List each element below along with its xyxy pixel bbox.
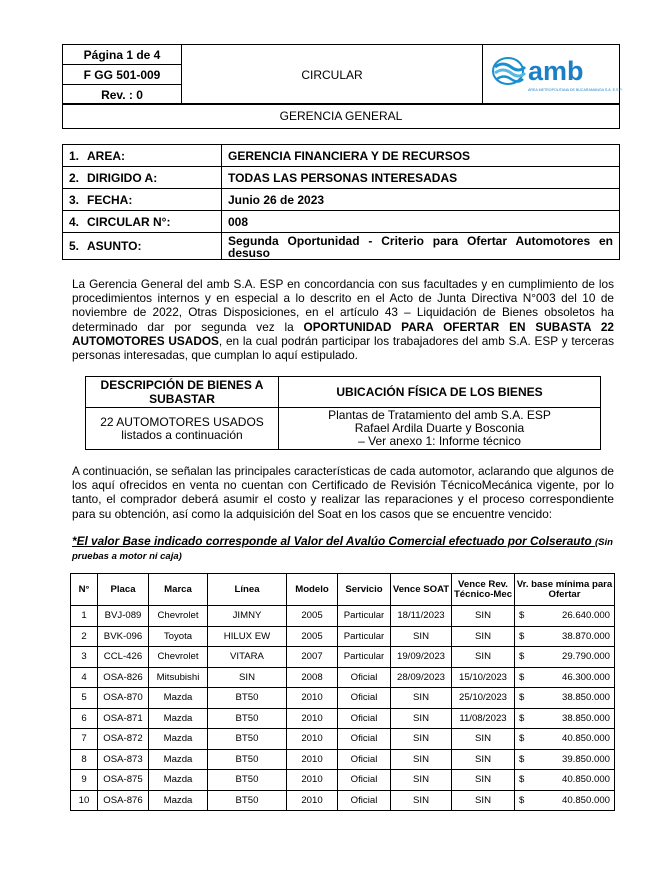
row-linea: BT50 [208,770,287,791]
row-revision: 25/10/2023 [452,688,515,709]
info-num: 5. [69,239,80,253]
row-soat: SIN [391,749,452,770]
amount: 38.870.000 [561,630,610,642]
currency-symbol: $ [519,733,525,745]
row-revision: SIN [452,606,515,627]
currency-symbol: $ [519,651,525,663]
page-number: Página 1 de 4 [63,45,182,65]
row-marca: Chevrolet [149,606,208,627]
table-row [71,647,615,668]
currency-symbol: $ [519,671,525,683]
table-row [71,729,615,750]
row-placa: CCL-426 [98,647,149,668]
row-revision: SIN [452,749,515,770]
info-num: 3. [69,192,80,207]
row-soat: SIN [391,688,452,709]
row-revision: SIN [452,647,515,668]
row-linea: BT50 [208,729,287,750]
document-revision: Rev. : 0 [63,85,182,105]
note-small: (Sin pruebas a motor ni caja) [72,537,613,562]
col-header: Servicio [338,574,391,606]
row-modelo: 2010 [287,770,338,791]
row-modelo: 2005 [287,626,338,647]
row-servicio: Particular [338,647,391,668]
row-placa: OSA-870 [98,688,149,709]
row-servicio: Oficial [338,708,391,729]
row-modelo: 2010 [287,729,338,750]
row-linea: SIN [208,667,287,688]
vehicles-table [70,573,615,811]
location-line: Plantas de Tratamiento del amb S.A. ESP [328,408,551,422]
amount: 40.850.000 [561,733,610,745]
table-row [71,688,615,709]
intro-text: La Gerencia General del amb S.A. ESP en concordancia con sus facultades y en cumplimiento de los procedimientos internos y en especial a lo descrito en el Acto de Junta Directiva N°003 del 10 de noviembre de 2022, Otras Disposiciones, en el artículo 43 – Liquidación de Bienes obsoletos ha determinado dar por segunda vez la [72,277,614,334]
row-number: 3 [71,647,98,668]
row-soat: SIN [391,729,452,750]
table-row [71,790,615,811]
row-marca: Mazda [149,729,208,750]
row-servicio: Oficial [338,749,391,770]
amount: 39.850.000 [561,753,610,765]
row-placa: OSA-875 [98,770,149,791]
row-placa: OSA-872 [98,729,149,750]
row-linea: JIMNY [208,606,287,627]
desc-header-1: DESCRIPCIÓN DE BIENES A SUBASTAR [86,377,279,408]
row-number: 8 [71,749,98,770]
row-modelo: 2008 [287,667,338,688]
row-number: 7 [71,729,98,750]
row-valor [515,647,615,668]
row-number: 6 [71,708,98,729]
row-modelo: 2010 [287,749,338,770]
row-soat: 28/09/2023 [391,667,452,688]
logo-subtext: ÁREA METROPOLITANA DE BUCARAMANGA S.A. E.S.P. [528,88,623,92]
row-valor [515,770,615,791]
row-revision: SIN [452,729,515,750]
row-soat: SIN [391,770,452,791]
row-revision: SIN [452,626,515,647]
table-row [71,749,615,770]
amb-logo [483,45,623,105]
row-placa: OSA-876 [98,790,149,811]
row-soat: 18/11/2023 [391,606,452,627]
row-modelo: 2010 [287,790,338,811]
table-row [71,667,615,688]
col-header: Vr. base mínima para Ofertar [515,574,615,606]
info-label: CIRCULAR N°: [87,214,171,229]
row-placa: OSA-826 [98,667,149,688]
row-servicio: Oficial [338,790,391,811]
amount: 38.850.000 [561,712,610,724]
note-main: *El valor Base indicado corresponde al Valor del Avalúo Comercial efectuado por Colserauto [72,534,595,548]
row-marca: Mazda [149,688,208,709]
info-row-fecha [63,189,620,211]
info-label: ASUNTO: [87,239,142,253]
amount: 38.850.000 [561,692,610,704]
amount: 29.790.000 [561,651,610,663]
row-valor [515,606,615,627]
document-type: CIRCULAR [182,45,483,105]
row-marca: Toyota [149,626,208,647]
info-table [62,144,620,260]
amount: 46.300.000 [561,671,610,683]
row-soat: SIN [391,790,452,811]
info-num: 2. [69,170,80,185]
currency-symbol: $ [519,630,525,642]
gerencia-banner: GERENCIA GENERAL [62,103,620,129]
currency-symbol: $ [519,794,525,806]
info-row-area [63,145,620,167]
row-placa: OSA-871 [98,708,149,729]
amount: 40.850.000 [561,794,610,806]
location-line: Rafael Ardila Duarte y Bosconia [354,421,525,435]
currency-symbol: $ [519,774,525,786]
row-marca: Mitsubishi [149,667,208,688]
currency-symbol: $ [519,712,525,724]
row-servicio: Oficial [338,729,391,750]
vehicles-header-row [71,574,615,606]
intro-paragraph [72,277,614,362]
row-placa: BVJ-089 [98,606,149,627]
row-number: 2 [71,626,98,647]
table-row [71,606,615,627]
intro-bold-text: OPORTUNIDAD PARA OFERTAR EN SUBASTA 22 AUTOMOTORES USADOS [72,319,614,348]
row-linea: HILUX EW [208,626,287,647]
row-linea: BT50 [208,708,287,729]
table-row [71,770,615,791]
row-valor [515,688,615,709]
info-row-asunto [63,233,620,260]
row-marca: Mazda [149,749,208,770]
row-number: 10 [71,790,98,811]
row-revision: SIN [452,790,515,811]
row-revision: SIN [452,770,515,791]
row-valor [515,790,615,811]
row-placa: OSA-873 [98,749,149,770]
row-marca: Chevrolet [149,647,208,668]
info-num: 1. [69,148,80,163]
row-linea: VITARA [208,647,287,668]
row-revision: 15/10/2023 [452,667,515,688]
info-label: AREA: [87,148,125,163]
currency-symbol: $ [519,610,525,622]
row-linea: BT50 [208,688,287,709]
amount: 26.640.000 [561,610,610,622]
row-marca: Mazda [149,770,208,791]
row-placa: BVK-096 [98,626,149,647]
row-number: 9 [71,770,98,791]
row-valor [515,667,615,688]
col-header: Vence SOAT [391,574,452,606]
intro-text-end: , en la cual podrán participar los trabajadores del amb S.A. ESP y terceras personas interesadas, que cumplan lo aquí estipulado. [72,333,614,363]
row-servicio: Oficial [338,770,391,791]
document-header [62,44,623,105]
currency-symbol: $ [519,692,525,704]
col-header: Placa [98,574,149,606]
row-modelo: 2010 [287,688,338,709]
row-soat: SIN [391,626,452,647]
col-header: Marca [149,574,208,606]
row-linea: BT50 [208,749,287,770]
valuation-note [72,535,620,563]
desc-header-2: UBICACIÓN FÍSICA DE LOS BIENES [279,377,601,408]
characteristics-paragraph: A continuación, se señalan las principales características de cada automotor, aclarando que algunos de los aquí ofrecidos en venta no cuentan con Certificado de Revisión TécnicoMecánica vigente, por lo tanto, el comprador deberá asumir el costo y realizar las reparaciones y el proceso correspondiente para su obtención, así como la adquisición del Soat en los casos que se encuentre vencido: [72,464,614,521]
logo-text: amb [528,56,584,86]
amb-logo-icon [491,51,623,95]
info-row-circular [63,211,620,233]
row-number: 4 [71,667,98,688]
amount: 40.850.000 [561,774,610,786]
row-servicio: Particular [338,606,391,627]
info-value: Segunda Oportunidad - Criterio para Ofertar Automotores en desuso [222,233,620,260]
info-row-dirigido [63,167,620,189]
row-valor [515,626,615,647]
info-value: Junio 26 de 2023 [222,189,620,211]
table-row [71,626,615,647]
desc-cell-1: 22 AUTOMOTORES USADOS listados a continuación [86,408,279,450]
info-value: GERENCIA FINANCIERA Y DE RECURSOS [222,145,620,167]
row-servicio: Oficial [338,667,391,688]
row-soat: 19/09/2023 [391,647,452,668]
col-header: Vence Rev. Técnico-Mec [452,574,515,606]
row-number: 1 [71,606,98,627]
document-code: F GG 501-009 [63,65,182,85]
row-modelo: 2010 [287,708,338,729]
row-valor [515,729,615,750]
row-modelo: 2007 [287,647,338,668]
col-header: Modelo [287,574,338,606]
info-value: TODAS LAS PERSONAS INTERESADAS [222,167,620,189]
currency-symbol: $ [519,753,525,765]
info-num: 4. [69,214,80,229]
info-label: FECHA: [87,192,133,207]
row-revision: 11/08/2023 [452,708,515,729]
row-servicio: Oficial [338,688,391,709]
assets-description-table [85,376,601,450]
row-valor [515,708,615,729]
row-number: 5 [71,688,98,709]
row-modelo: 2005 [287,606,338,627]
location-line: – Ver anexo 1: Informe técnico [358,434,521,448]
row-servicio: Particular [338,626,391,647]
row-linea: BT50 [208,790,287,811]
info-label: DIRIGIDO A: [87,170,158,185]
table-row [71,708,615,729]
row-marca: Mazda [149,708,208,729]
row-valor [515,749,615,770]
info-value: 008 [222,211,620,233]
desc-cell-2 [279,408,601,450]
row-soat: SIN [391,708,452,729]
col-header: Línea [208,574,287,606]
row-marca: Mazda [149,790,208,811]
col-header: N° [71,574,98,606]
